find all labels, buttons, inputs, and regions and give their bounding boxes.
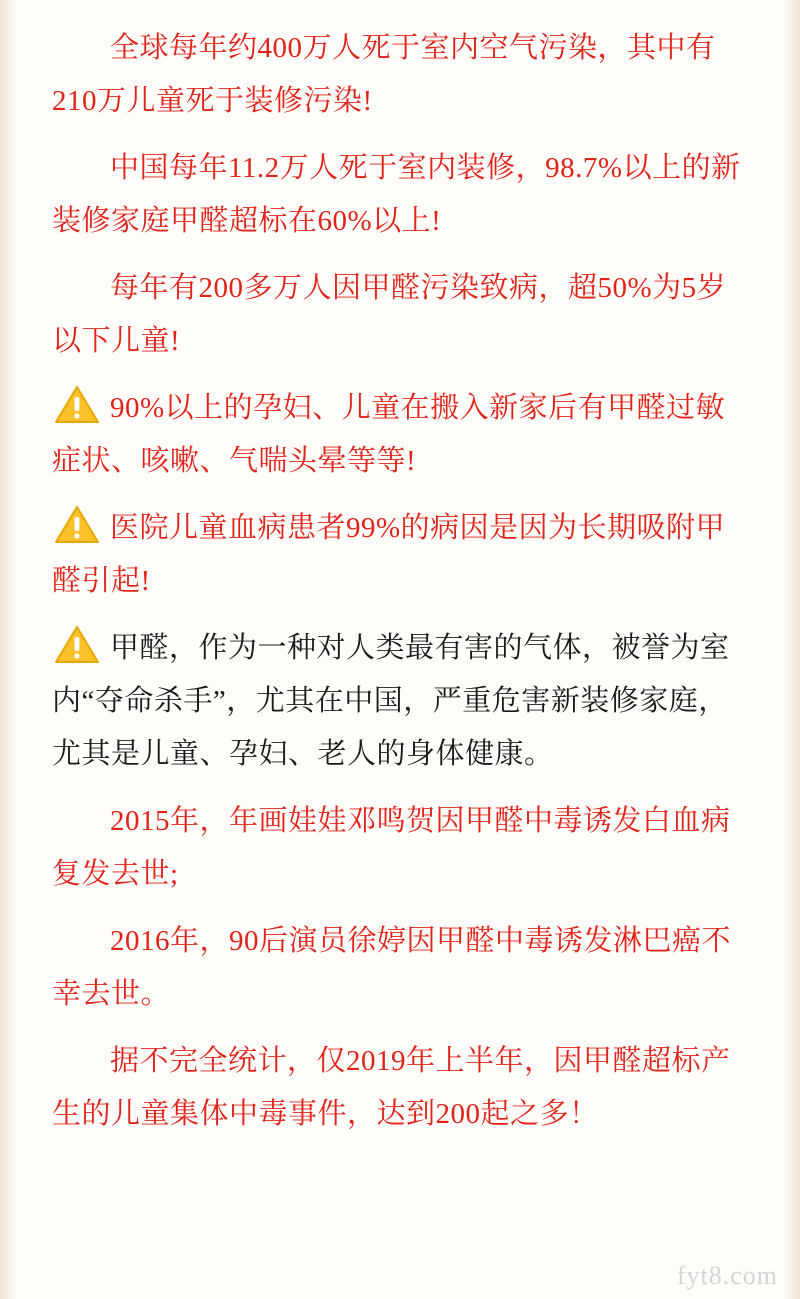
paragraph-4-text: 90%以上的孕妇、儿童在搬入新家后有甲醛过敏症状、咳嗽、气喘头晕等等! [52,392,726,477]
paragraph-6 [52,622,748,781]
warning-triangle-icon [54,385,100,425]
paragraph-1: 全球每年约400万人死于室内空气污染，其中有210万儿童死于装修污染! [52,32,716,117]
paragraph-5-text: 医院儿童血病患者99%的病因是因为长期吸附甲醛引起! [52,512,726,597]
warning-triangle-icon [54,505,100,545]
warning-triangle-icon [54,625,100,665]
paragraph-9: 据不完全统计，仅2019年上半年，因甲醛超标产生的儿童集体中毒事件，达到200起之多！ [52,1045,731,1130]
page-edge-shadow-left [0,0,16,1299]
paragraph-6-text: 甲醛，作为一种对人类最有害的气体，被誉为室内“夺命杀手”，尤其在中国，严重危害新装修家庭，尤其是儿童、孕妇、老人的身体健康。 [52,632,730,770]
paragraph-5 [52,502,748,608]
watermark: fyt8.com [676,1261,778,1290]
paragraph-8: 2016年，90后演员徐婷因甲醛中毒诱发淋巴癌不幸去世。 [52,925,732,1010]
paragraph-4 [52,382,748,488]
paragraph-3: 每年有200多万人因甲醛污染致病，超50%为5岁以下儿童! [52,272,727,357]
paragraph-2: 中国每年11.2万人死于室内装修，98.7%以上的新装修家庭甲醛超标在60%以上! [52,152,741,237]
paragraph-7: 2015年，年画娃娃邓鸣贺因甲醛中毒诱发白血病复发去世; [52,805,731,890]
page-edge-shadow-right [784,0,800,1299]
